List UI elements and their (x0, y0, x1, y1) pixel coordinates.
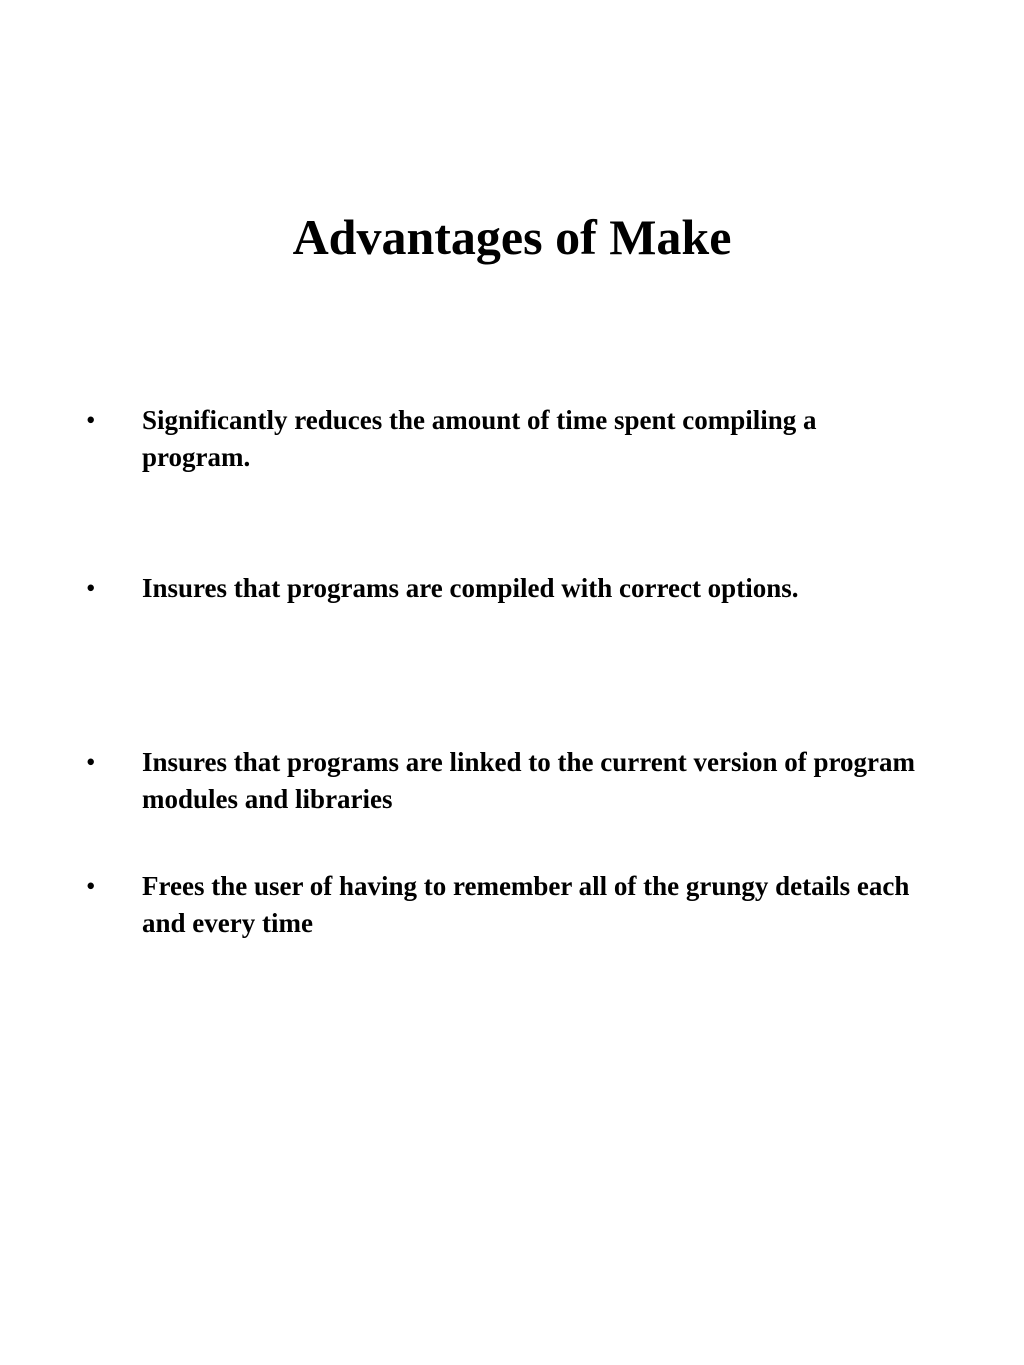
slide-title: Advantages of Make (292, 209, 732, 265)
bullet-text: Frees the user of having to remember all of the grungy details each and every time (142, 871, 910, 938)
bullet-symbol: • (86, 405, 96, 435)
bullet-text: Insures that programs are linked to the current version of program modules and libraries (142, 747, 915, 814)
bullet-text: Insures that programs are compiled with correct options. (142, 573, 799, 603)
bullet-symbol: • (86, 747, 96, 777)
bullet-symbol: • (86, 573, 96, 603)
bullet-symbol: • (86, 871, 96, 901)
bullet-text: Significantly reduces the amount of time spent compiling a program. (142, 405, 817, 472)
